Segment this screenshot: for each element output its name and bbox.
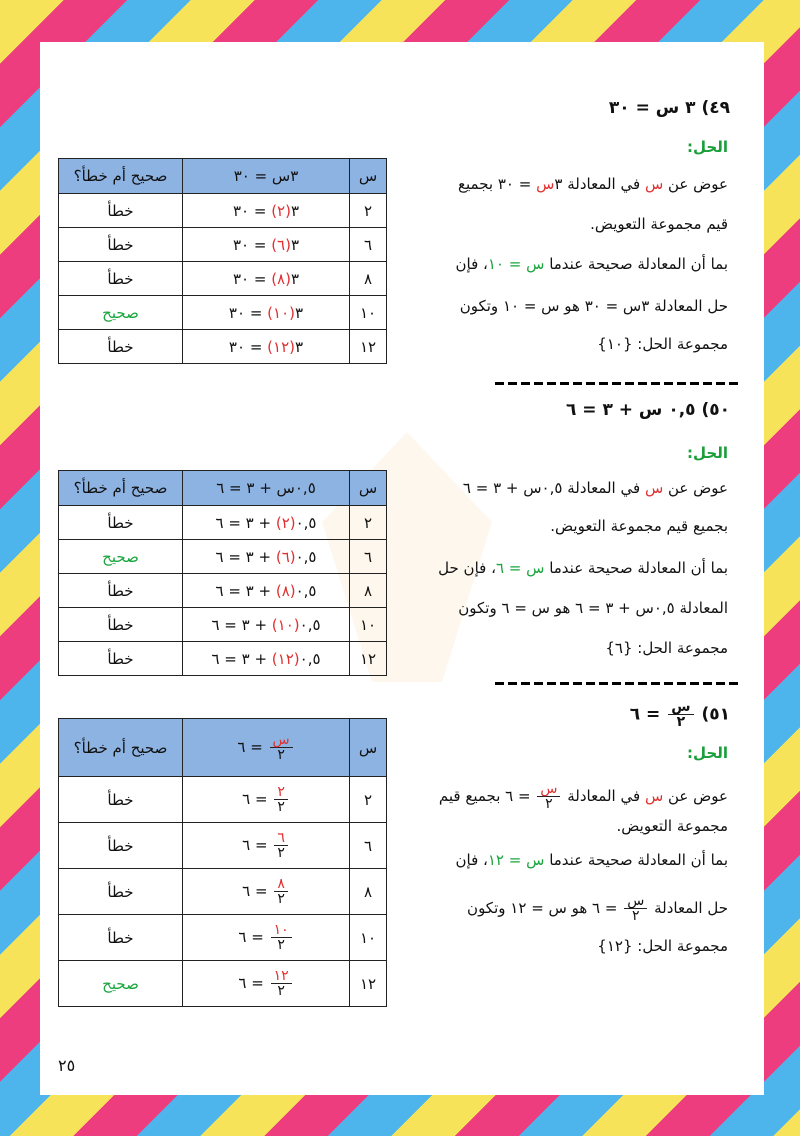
table-row — [59, 228, 387, 262]
table-cell: ٣(٦) = ٣٠ — [183, 228, 350, 262]
table-cell: خطأ — [59, 915, 183, 961]
table-cell: ٦ — [350, 228, 387, 262]
table-cell: خطأ — [59, 823, 183, 869]
table-row — [59, 262, 387, 296]
table-cell: ٣(١٢) = ٣٠ — [183, 330, 350, 364]
table-cell: ٠,٥س + ٣ = ٦ — [183, 471, 350, 506]
table-row — [59, 961, 387, 1007]
table-cell: ٠,٥(١٢) + ٣ = ٦ — [183, 642, 350, 676]
table-cell: خطأ — [59, 574, 183, 608]
table-row — [59, 540, 387, 574]
sol51-line1: عوض عن س في المعادلة $\frac{\text{س}}{٢}$ = ٦ بجميع قيم — [438, 781, 728, 812]
table-row — [59, 823, 387, 869]
worksheet-page — [40, 42, 764, 1095]
table-cell: ٠,٥(٦) + ٣ = ٦ — [183, 540, 350, 574]
table-cell: ٨ — [350, 869, 387, 915]
table-row — [59, 194, 387, 228]
solution-label-50: الحل: — [687, 444, 728, 462]
table-cell: س — [350, 719, 387, 777]
table-cell: ١٢ — [350, 330, 387, 364]
table-row — [59, 296, 387, 330]
table-cell: صحيح — [59, 296, 183, 330]
sol51-line5: مجموعة الحل: {١٢} — [597, 937, 728, 955]
table-row — [59, 330, 387, 364]
table-cell: $\frac{١٢}{٢}$ = ٦ — [183, 961, 350, 1007]
table-row — [59, 574, 387, 608]
table-cell: $\frac{\text{س}}{٢}$ = ٦ — [183, 719, 350, 777]
table-cell: خطأ — [59, 228, 183, 262]
table-cell: صحيح — [59, 961, 183, 1007]
table-cell: صحيح أم خطأ؟ — [59, 471, 183, 506]
table-cell: ٠,٥(٢) + ٣ = ٦ — [183, 506, 350, 540]
table-cell: ٣(٢) = ٣٠ — [183, 194, 350, 228]
table-cell: صحيح أم خطأ؟ — [59, 719, 183, 777]
sol50-line5: مجموعة الحل: {٦} — [605, 639, 728, 657]
table-cell: ٢ — [350, 506, 387, 540]
sol51-line3: بما أن المعادلة صحيحة عندما س = ١٢، فإن — [455, 851, 728, 869]
table-row — [59, 506, 387, 540]
table-cell: $\frac{٦}{٢}$ = ٦ — [183, 823, 350, 869]
table-cell: خطأ — [59, 777, 183, 823]
sol49-line5: مجموعة الحل: {١٠} — [597, 335, 728, 353]
table-cell: ٠,٥(١٠) + ٣ = ٦ — [183, 608, 350, 642]
solution-label-49: الحل: — [687, 138, 728, 156]
table-cell: س — [350, 471, 387, 506]
table-cell: خطأ — [59, 506, 183, 540]
solution-text-50 — [402, 478, 728, 668]
table-cell: خطأ — [59, 262, 183, 296]
header-result: صحيح أم خطأ؟ — [59, 159, 183, 194]
solution-text-51 — [402, 782, 728, 972]
sol49-line2: قيم مجموعة التعويض. — [590, 215, 728, 233]
table-cell: ٠,٥(٨) + ٣ = ٦ — [183, 574, 350, 608]
table-cell: خطأ — [59, 869, 183, 915]
table-row — [59, 777, 387, 823]
sol50-line1: عوض عن س في المعادلة ٠,٥س + ٣ = ٦ — [462, 479, 728, 497]
table-cell: $\frac{١٠}{٢}$ = ٦ — [183, 915, 350, 961]
problem-49-title: ٤٩) ٣ س = ٣٠ — [608, 98, 730, 118]
table-cell: صحيح — [59, 540, 183, 574]
sol49-line4: حل المعادلة ٣س = ٣٠ هو س = ١٠ وتكون — [459, 297, 728, 315]
table-cell: ١٢ — [350, 961, 387, 1007]
table-cell: $\frac{٢}{٢}$ = ٦ — [183, 777, 350, 823]
table-cell: خطأ — [59, 330, 183, 364]
table-50 — [58, 470, 387, 676]
table-cell: ٨ — [350, 262, 387, 296]
separator-49-50 — [495, 382, 739, 385]
sol50-line4: المعادلة ٠,٥س + ٣ = ٦ هو س = ٦ وتكون — [458, 599, 728, 617]
table-cell: ٣(١٠) = ٣٠ — [183, 296, 350, 330]
table-cell: خطأ — [59, 608, 183, 642]
header-expr: ٣س = ٣٠ — [183, 159, 350, 194]
table-row — [59, 869, 387, 915]
table-cell: خطأ — [59, 642, 183, 676]
table-cell: ٢ — [350, 194, 387, 228]
problem-51-title: ٥١) $\frac{\text{س}}{٢}$ = ٦ — [629, 699, 730, 730]
separator-50-51 — [495, 682, 739, 685]
table-row — [59, 915, 387, 961]
sol50-line2: بجميع قيم مجموعة التعويض. — [550, 517, 728, 535]
header-x: س — [350, 159, 387, 194]
table-cell: ١٠ — [350, 915, 387, 961]
solution-label-51: الحل: — [687, 744, 728, 762]
sol49-line3: بما أن المعادلة صحيحة عندما س = ١٠، فإن — [455, 255, 728, 273]
table-row — [59, 642, 387, 676]
table-cell: ٦ — [350, 540, 387, 574]
sol50-line3: بما أن المعادلة صحيحة عندما س = ٦، فإن حل — [438, 559, 728, 577]
table-cell: ٨ — [350, 574, 387, 608]
sol51-line4: حل المعادلة $\frac{\text{س}}{٢}$ = ٦ هو س = ١٢ وتكون — [467, 893, 728, 924]
table-cell: ٣(٨) = ٣٠ — [183, 262, 350, 296]
table-cell: خطأ — [59, 194, 183, 228]
table-51 — [58, 718, 387, 1007]
page-number: ٢٥ — [58, 1056, 76, 1075]
table-cell: $\frac{٨}{٢}$ = ٦ — [183, 869, 350, 915]
table-cell: ١٠ — [350, 608, 387, 642]
sol49-line1: عوض عن س في المعادلة ٣س = ٣٠ بجميع — [458, 175, 728, 193]
sol51-line2: مجموعة التعويض. — [616, 817, 728, 835]
table-49 — [58, 158, 387, 364]
problem-50-title: ٥٠) ٠,٥ س + ٣ = ٦ — [565, 400, 730, 420]
solution-text-49 — [402, 174, 728, 364]
table-cell: ١٢ — [350, 642, 387, 676]
table-cell: ٢ — [350, 777, 387, 823]
table-cell: ٦ — [350, 823, 387, 869]
table-cell: ١٠ — [350, 296, 387, 330]
table-row — [59, 608, 387, 642]
